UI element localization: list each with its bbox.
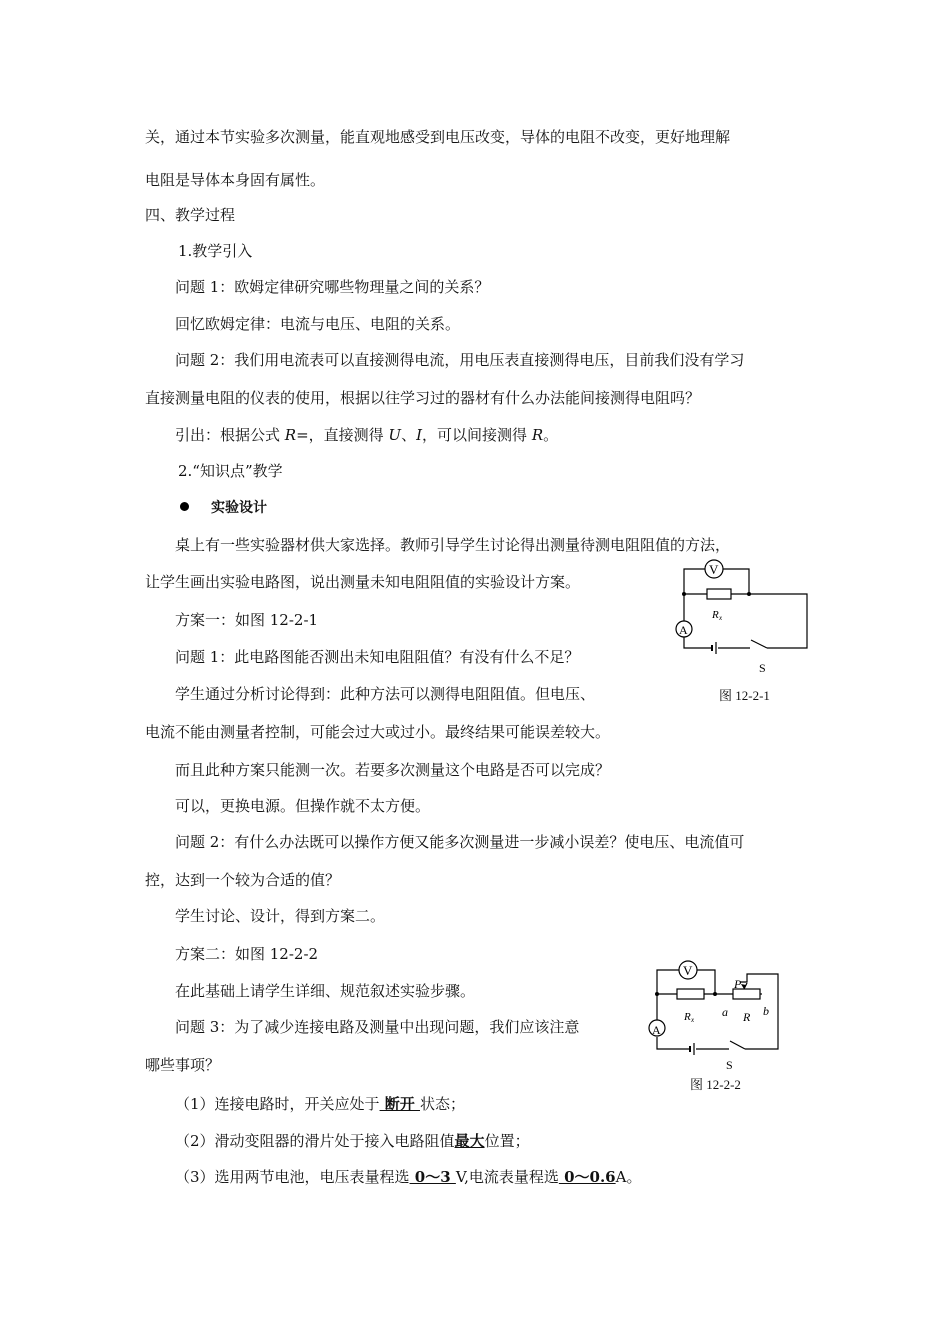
text-line: 电阻是导体本身固有属性。 bbox=[145, 171, 326, 189]
terminal-a-label: a bbox=[722, 1005, 728, 1019]
slider-label: P bbox=[734, 977, 742, 991]
text-line: 方案二：如图 12-2-2 bbox=[175, 945, 319, 963]
text-line: 学生讨论、设计，得到方案二。 bbox=[175, 907, 386, 925]
text-line: 让学生画出实验电路图，说出测量未知电阻阻值的实验设计方案。 bbox=[145, 573, 581, 591]
text: 。 bbox=[543, 426, 559, 444]
switch-label: S bbox=[759, 661, 766, 675]
figure-caption: 图 12-2-2 bbox=[690, 1077, 741, 1092]
text-line: 问题 3：为了减少连接电路及测量中出现问题，我们应该注意 bbox=[175, 1018, 580, 1036]
resistor-label: R bbox=[712, 609, 719, 621]
text-line: 问题 2：我们用电流表可以直接测得电流，用电压表直接测得电压，目前我们没有学习 bbox=[175, 351, 745, 369]
text: （3）选用两节电池，电压表量程选 bbox=[175, 1168, 410, 1186]
text-line: 控，达到一个较为合适的值？ bbox=[145, 871, 341, 889]
text-line: 回忆欧姆定律：电流与电压、电阻的关系。 bbox=[175, 315, 461, 333]
text-line: 在此基础上请学生详细、规范叙述实验步骤。 bbox=[175, 982, 476, 1000]
text-line: 而且此种方案只能测一次。若要多次测量这个电路是否可以完成？ bbox=[175, 761, 611, 779]
resistor-subscript: x bbox=[691, 1016, 695, 1024]
ammeter-label: A bbox=[652, 1023, 661, 1037]
bullet-heading-label: 实验设计 bbox=[211, 500, 267, 516]
ammeter-label: A bbox=[679, 623, 688, 637]
text: （2）滑动变阻器的滑片处于接入电路阻值 bbox=[175, 1132, 455, 1150]
text-line: 直接测量电阻的仪表的使用，根据以往学习过的器材有什么办法能间接测得电阻吗？ bbox=[145, 389, 701, 407]
circuit-diagram-2 bbox=[640, 954, 790, 1074]
var-i: I bbox=[416, 426, 423, 444]
subsection-heading: 1.教学引入 bbox=[178, 242, 253, 260]
subsection-heading: 2.“知识点”教学 bbox=[178, 462, 283, 480]
answer-blank: 断开 bbox=[379, 1095, 420, 1113]
text-line: 问题 1：欧姆定律研究哪些物理量之间的关系？ bbox=[175, 278, 490, 296]
section-heading: 四、教学过程 bbox=[145, 206, 236, 224]
answer-blank: 0～0.6 bbox=[558, 1168, 616, 1186]
var-r: R bbox=[284, 426, 297, 444]
var-r: R bbox=[531, 426, 544, 444]
text: V,电流表量程选 bbox=[455, 1168, 559, 1186]
text-line: 哪些事项？ bbox=[145, 1056, 221, 1074]
text-line: 可以，更换电源。但操作就不太方便。 bbox=[175, 797, 431, 815]
switch-label: S bbox=[726, 1058, 733, 1072]
resistor-rx-icon bbox=[707, 589, 731, 599]
text: =，直接测得 bbox=[296, 426, 389, 444]
terminal-b-label: b bbox=[763, 1004, 769, 1018]
text: A。 bbox=[615, 1168, 642, 1186]
bullet-heading bbox=[180, 497, 267, 518]
text-line: 方案一：如图 12-2-1 bbox=[175, 611, 319, 629]
text-line: 问题 1：此电路图能否测出未知电阻阻值？有没有什么不足？ bbox=[175, 648, 580, 666]
text-line: 电流不能由测量者控制，可能会过大或过小。最终结果可能误差较大。 bbox=[145, 723, 611, 741]
text-line: 问题 2：有什么办法既可以操作方便又能多次测量进一步减小误差？使电压、电流值可 bbox=[175, 833, 745, 851]
figure-caption: 图 12-2-1 bbox=[719, 688, 770, 703]
text: ，可以间接测得 bbox=[422, 426, 532, 444]
answer-line-2 bbox=[175, 1131, 530, 1151]
rheostat-label: R bbox=[743, 1010, 751, 1024]
text: 、 bbox=[401, 426, 417, 444]
formula-line bbox=[175, 425, 558, 445]
circuit-diagram-1 bbox=[672, 552, 817, 677]
text: （1）连接电路时，开关应处于 bbox=[175, 1095, 380, 1113]
answer-line-3 bbox=[175, 1167, 641, 1187]
text-line: 学生通过分析讨论得到：此种方法可以测得电阻阻值。但电压、 bbox=[175, 685, 596, 703]
text: 状态； bbox=[420, 1095, 466, 1113]
answer-line-1 bbox=[175, 1094, 465, 1114]
text-line: 关，通过本节实验多次测量，能直观地感受到电压改变，导体的电阻不改变，更好地理解 bbox=[145, 128, 731, 146]
resistor-label: R bbox=[684, 1011, 691, 1023]
voltmeter-label: V bbox=[709, 562, 719, 577]
resistor-subscript: x bbox=[719, 614, 723, 622]
answer-blank: 最大 bbox=[454, 1132, 485, 1150]
resistor-rx-icon bbox=[677, 989, 704, 999]
bullet-icon bbox=[180, 502, 189, 511]
answer-blank: 0～3 bbox=[409, 1168, 456, 1186]
text-line: 桌上有一些实验器材供大家选择。教师引导学生讨论得出测量待测电阻阻值的方法， bbox=[175, 536, 731, 554]
var-u: U bbox=[388, 426, 402, 444]
voltmeter-label: V bbox=[683, 963, 693, 978]
text: 引出：根据公式 bbox=[175, 426, 285, 444]
text: 位置； bbox=[484, 1132, 530, 1150]
